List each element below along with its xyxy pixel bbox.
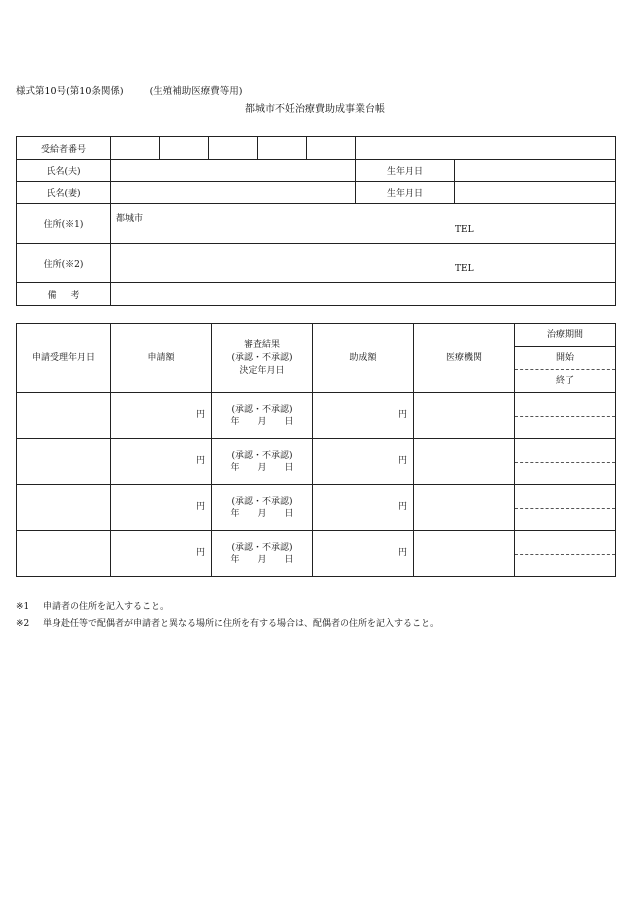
institution-cell[interactable] xyxy=(414,393,515,439)
applicant-info-table xyxy=(16,136,616,306)
table-row xyxy=(17,439,616,485)
remarks-label: 備 考 xyxy=(17,283,111,306)
requested-amount-header: 申請額 xyxy=(111,324,212,393)
institution-cell[interactable] xyxy=(414,485,515,531)
address1-label: 住所(※1) xyxy=(17,204,111,244)
requested-amount-cell[interactable]: 円 xyxy=(111,485,212,531)
form-number-line xyxy=(16,83,243,97)
husband-birthdate-field[interactable] xyxy=(455,160,616,182)
address1-field[interactable] xyxy=(111,204,616,244)
received-date-cell[interactable] xyxy=(17,393,111,439)
institution-cell[interactable] xyxy=(414,531,515,577)
records-table xyxy=(16,323,616,577)
grant-amount-cell[interactable]: 円 xyxy=(313,439,414,485)
address-city: 都城市 xyxy=(116,214,144,224)
review-result-cell[interactable]: (承認・不承認) 年 月 日 xyxy=(212,439,313,485)
wife-name-field[interactable] xyxy=(111,182,356,204)
received-date-cell[interactable] xyxy=(17,485,111,531)
received-date-header: 申請受理年月日 xyxy=(17,324,111,393)
husband-name-field[interactable] xyxy=(111,160,356,182)
husband-name-label: 氏名(夫) xyxy=(17,160,111,182)
requested-amount-cell[interactable]: 円 xyxy=(111,393,212,439)
form-type: (生殖補助医療費等用) xyxy=(149,86,243,97)
wife-name-label: 氏名(妻) xyxy=(17,182,111,204)
received-date-cell[interactable] xyxy=(17,439,111,485)
table-row xyxy=(17,485,616,531)
table-row xyxy=(17,531,616,577)
note-2-text: 単身赴任等で配偶者が申請者と異なる場所に住所を有する場合は、配偶者の住所を記入すること。 xyxy=(43,619,440,629)
remarks-field[interactable] xyxy=(111,283,616,306)
address2-field[interactable] xyxy=(111,244,616,283)
note-1 xyxy=(16,599,169,612)
grant-amount-cell[interactable]: 円 xyxy=(313,485,414,531)
address2-tel-label: TEL xyxy=(455,264,474,274)
recipient-number-digit-2[interactable] xyxy=(160,137,209,160)
husband-birthdate-label: 生年月日 xyxy=(356,160,455,182)
recipient-number-digit-5[interactable] xyxy=(307,137,356,160)
grant-amount-cell[interactable]: 円 xyxy=(313,531,414,577)
grant-amount-header: 助成額 xyxy=(313,324,414,393)
wife-birthdate-field[interactable] xyxy=(455,182,616,204)
requested-amount-cell[interactable]: 円 xyxy=(111,439,212,485)
note-1-mark: ※1 xyxy=(16,602,30,612)
note-1-text: 申請者の住所を記入すること。 xyxy=(43,602,170,612)
review-result-cell[interactable]: (承認・不承認) 年 月 日 xyxy=(212,485,313,531)
wife-birthdate-label: 生年月日 xyxy=(356,182,455,204)
form-number: 様式第10号(第10条関係) xyxy=(16,86,124,97)
institution-cell[interactable] xyxy=(414,439,515,485)
review-result-cell[interactable]: (承認・不承認) 年 月 日 xyxy=(212,531,313,577)
treatment-period-header: 治療期間 開始 終了 xyxy=(515,324,616,393)
institution-header: 医療機関 xyxy=(414,324,515,393)
received-date-cell[interactable] xyxy=(17,531,111,577)
review-result-header: 審査結果 (承認・不承認) 決定年月日 xyxy=(212,324,313,393)
form-title: 都城市不妊治療費助成事業台帳 xyxy=(245,104,385,115)
address1-tel-label: TEL xyxy=(455,225,474,235)
recipient-number-digit-4[interactable] xyxy=(258,137,307,160)
requested-amount-cell[interactable]: 円 xyxy=(111,531,212,577)
treatment-period-cell[interactable] xyxy=(515,485,616,531)
note-2 xyxy=(16,616,439,629)
treatment-period-cell[interactable] xyxy=(515,531,616,577)
grant-amount-cell[interactable]: 円 xyxy=(313,393,414,439)
treatment-period-cell[interactable] xyxy=(515,393,616,439)
table-row xyxy=(17,393,616,439)
recipient-number-rest[interactable] xyxy=(356,137,616,160)
recipient-number-digit-1[interactable] xyxy=(111,137,160,160)
address2-label: 住所(※2) xyxy=(17,244,111,283)
note-2-mark: ※2 xyxy=(16,619,30,629)
treatment-period-cell[interactable] xyxy=(515,439,616,485)
recipient-number-digit-3[interactable] xyxy=(209,137,258,160)
review-result-cell[interactable]: (承認・不承認) 年 月 日 xyxy=(212,393,313,439)
recipient-number-label: 受給者番号 xyxy=(17,137,111,160)
